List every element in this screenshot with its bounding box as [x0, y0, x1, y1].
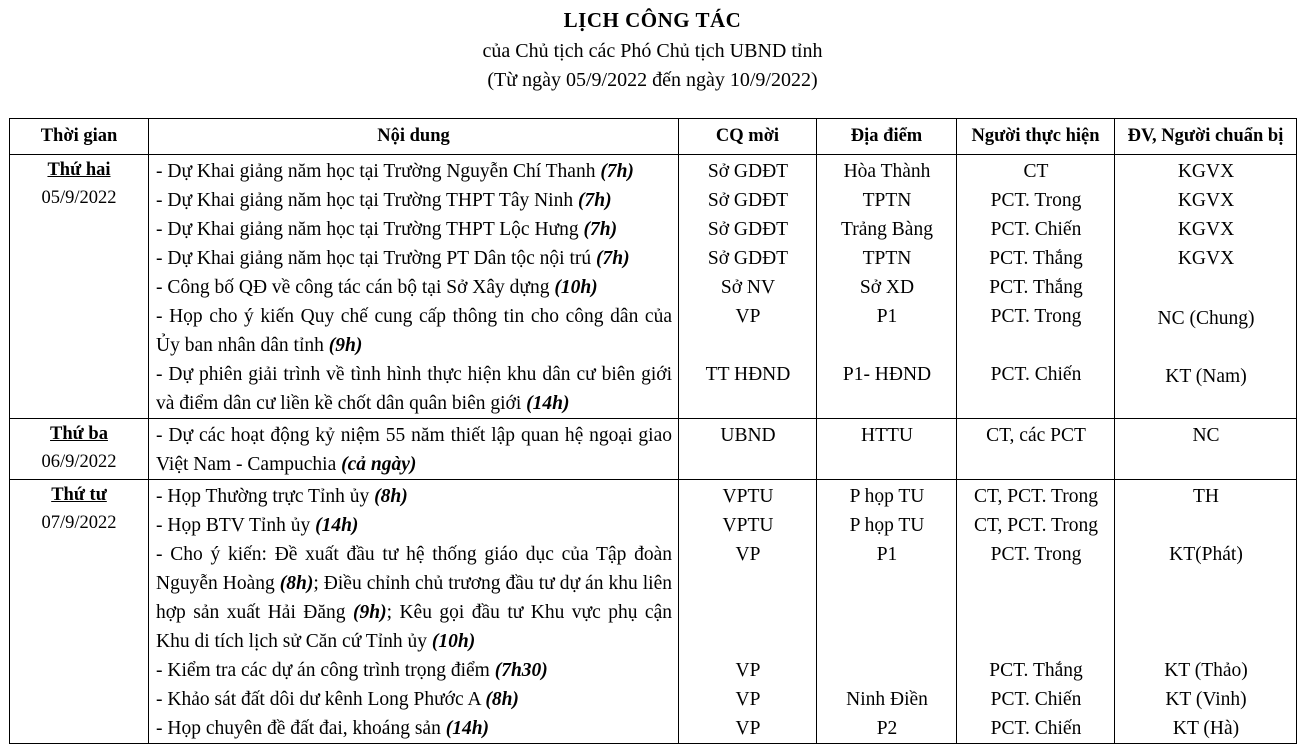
cell-value: TT HĐND	[705, 364, 791, 385]
day-name: Thứ hai	[47, 160, 111, 180]
cell-value: P2	[876, 718, 898, 739]
day-date: 05/9/2022	[41, 188, 117, 208]
cell-value	[824, 656, 950, 685]
inviter-cell	[679, 155, 817, 419]
cell-value: TPTN	[862, 248, 912, 269]
cell-value: Sở NV	[720, 277, 776, 298]
schedule-table	[9, 118, 1297, 744]
list-item: - Dự Khai giảng năm học tại Trường PT Dân tộc nội trú (7h)	[156, 248, 630, 269]
time-label: (14h)	[445, 718, 490, 739]
list-item: - Khảo sát đất dôi dư kênh Long Phước A (8h)	[156, 689, 519, 710]
time-label: (7h30)	[494, 660, 548, 681]
cell-value: CT, PCT. Trong	[974, 486, 1098, 507]
cell-value: PCT. Trong	[990, 306, 1082, 327]
list-item: - Họp chuyên đề đất đai, khoáng sản (14h)	[156, 718, 490, 739]
cell-value: Sở GDĐT	[707, 190, 789, 211]
cell-value: KGVX	[1177, 248, 1235, 269]
cell-value: Sở GDĐT	[707, 248, 789, 269]
list-item: - Họp cho ý kiến Quy chế cung cấp thông tin cho công dân của Ủy ban nhân dân tỉnh (9h)	[156, 306, 672, 356]
table-header-row	[10, 119, 1297, 155]
performer-cell	[957, 419, 1115, 480]
cell-value: TH	[1193, 486, 1219, 507]
cell-value: VPTU	[722, 486, 774, 507]
day-cell	[10, 480, 149, 744]
location-cell	[817, 419, 957, 480]
table-row	[10, 480, 1297, 744]
cell-value: NC	[1192, 425, 1220, 446]
list-item: - Dự Khai giảng năm học tại Trường Nguyễn Chí Thanh (7h)	[156, 161, 634, 182]
cell-value	[1122, 273, 1290, 302]
location-cell	[817, 480, 957, 744]
list-item: - Dự Khai giảng năm học tại Trường THPT Lộc Hưng (7h)	[156, 219, 618, 240]
cell-value: KGVX	[1177, 219, 1235, 240]
cell-value: CT	[1023, 161, 1049, 182]
cell-value: VP	[735, 306, 761, 327]
preparer-cell	[1115, 155, 1297, 419]
cell-value: VP	[735, 718, 761, 739]
cell-value: P1- HĐND	[842, 364, 932, 385]
day-name: Thứ tư	[51, 485, 107, 505]
col-header-location: Địa điểm	[817, 119, 957, 155]
inviter-cell	[679, 480, 817, 744]
cell-value: Sở XD	[859, 277, 915, 298]
cell-value: P1	[876, 544, 898, 565]
cell-value: Trảng Bàng	[841, 219, 933, 240]
content-cell	[149, 155, 679, 419]
cell-value: Sở GDĐT	[707, 161, 789, 182]
page-subtitle: của Chủ tịch các Phó Chủ tịch UBND tỉnh	[482, 40, 823, 62]
cell-value: KT (Thảo)	[1164, 660, 1248, 681]
list-item: - Công bố QĐ về công tác cán bộ tại Sở Xây dựng (10h)	[156, 277, 598, 298]
day-date: 07/9/2022	[41, 513, 117, 533]
cell-value: CT, các PCT	[986, 425, 1086, 446]
list-item: - Kiểm tra các dự án công trình trọng điểm (7h30)	[156, 660, 548, 681]
cell-value: PCT. Thắng	[989, 248, 1083, 269]
cell-value: CT, PCT. Trong	[974, 515, 1098, 536]
list-item: - Họp BTV Tỉnh ủy (14h)	[156, 515, 359, 536]
content-cell	[149, 480, 679, 744]
day-date: 06/9/2022	[41, 452, 117, 472]
cell-value: KT (Vinh)	[1165, 689, 1247, 710]
cell-value: KGVX	[1177, 161, 1235, 182]
time-label: (9h)	[328, 335, 363, 356]
time-label: (8h)	[485, 689, 519, 710]
list-item: - Dự các hoạt động kỷ niệm 55 năm thiết lập quan hệ ngoại giao Việt Nam - Campuchia (cả ngày)	[156, 425, 672, 475]
cell-value: KT(Phát)	[1169, 544, 1243, 565]
cell-value: PCT. Chiến	[990, 364, 1082, 385]
preparer-cell	[1115, 480, 1297, 744]
cell-value: VP	[735, 660, 761, 681]
cell-value: KT (Hà)	[1172, 718, 1240, 739]
cell-value: PCT. Trong	[990, 544, 1082, 565]
cell-value: Hòa Thành	[843, 161, 931, 182]
col-header-performer: Người thực hiện	[957, 119, 1115, 155]
cell-value: VPTU	[722, 515, 774, 536]
preparer-cell	[1115, 419, 1297, 480]
time-label: (7h)	[596, 248, 630, 269]
cell-value: HTTU	[861, 425, 913, 446]
col-header-preparer: ĐV, Người chuẩn bị	[1115, 119, 1297, 155]
list-item: - Dự Khai giảng năm học tại Trường THPT Tây Ninh (7h)	[156, 190, 612, 211]
performer-cell	[957, 155, 1115, 419]
list-item: - Cho ý kiến: Đề xuất đầu tư hệ thống giáo dục của Tập đoàn Nguyễn Hoàng (8h); Điều chỉnh chủ trương đầu tư dự án khu liên hợp sản xuất Hải Đăng (9h); Kêu gọi đầu tư Khu vực phụ cận Khu di tích lịch sử Căn cứ Tỉnh ủy (10h)	[156, 544, 672, 652]
day-name: Thứ ba	[50, 424, 108, 444]
inviter-cell	[679, 419, 817, 480]
cell-value	[1122, 511, 1290, 540]
cell-value: NC (Chung)	[1157, 308, 1255, 329]
cell-value: Ninh Điền	[846, 689, 928, 710]
day-cell	[10, 419, 149, 480]
location-cell	[817, 155, 957, 419]
cell-value: UBND	[720, 425, 776, 446]
cell-value: P1	[876, 306, 898, 327]
cell-value: TPTN	[862, 190, 912, 211]
list-item: - Dự phiên giải trình về tình hình thực hiện khu dân cư biên giới và điểm dân cư liền kề chốt dân quân biên giới (14h)	[156, 364, 672, 414]
list-item: - Họp Thường trực Tỉnh ủy (8h)	[156, 486, 408, 507]
time-label: (14h)	[315, 515, 359, 536]
cell-value: PCT. Chiến	[990, 689, 1082, 710]
time-label: (14h)	[526, 393, 570, 414]
cell-value: PCT. Trong	[990, 190, 1082, 211]
table-row	[10, 419, 1297, 480]
cell-value: P họp TU	[849, 486, 925, 507]
performer-cell	[957, 480, 1115, 744]
cell-value: PCT. Chiến	[990, 718, 1082, 739]
time-label: (8h)	[374, 486, 408, 507]
time-label: (7h)	[583, 219, 618, 240]
page-title: LỊCH CÔNG TÁC	[563, 8, 742, 32]
table-row	[10, 155, 1297, 419]
cell-value: P họp TU	[849, 515, 925, 536]
time-label: (10h)	[554, 277, 598, 298]
col-header-time: Thời gian	[10, 119, 149, 155]
date-range: (Từ ngày 05/9/2022 đến ngày 10/9/2022)	[487, 69, 818, 91]
cell-value: Sở GDĐT	[707, 219, 789, 240]
time-label: (cả ngày)	[341, 454, 417, 475]
time-label: (8h)	[279, 573, 314, 594]
content-cell	[149, 419, 679, 480]
time-label: (7h)	[600, 161, 634, 182]
cell-value: PCT. Chiến	[990, 219, 1082, 240]
col-header-inviter: CQ mời	[679, 119, 817, 155]
col-header-content: Nội dung	[149, 119, 679, 155]
time-label: (10h)	[431, 631, 476, 652]
cell-value: KGVX	[1177, 190, 1235, 211]
time-label: (9h)	[353, 602, 387, 623]
cell-value: VP	[735, 689, 761, 710]
cell-value: KT (Nam)	[1165, 366, 1247, 387]
time-label: (7h)	[577, 190, 612, 211]
day-cell	[10, 155, 149, 419]
cell-value: PCT. Thắng	[989, 660, 1083, 681]
cell-value: VP	[735, 544, 761, 565]
cell-value: PCT. Thắng	[989, 277, 1083, 298]
